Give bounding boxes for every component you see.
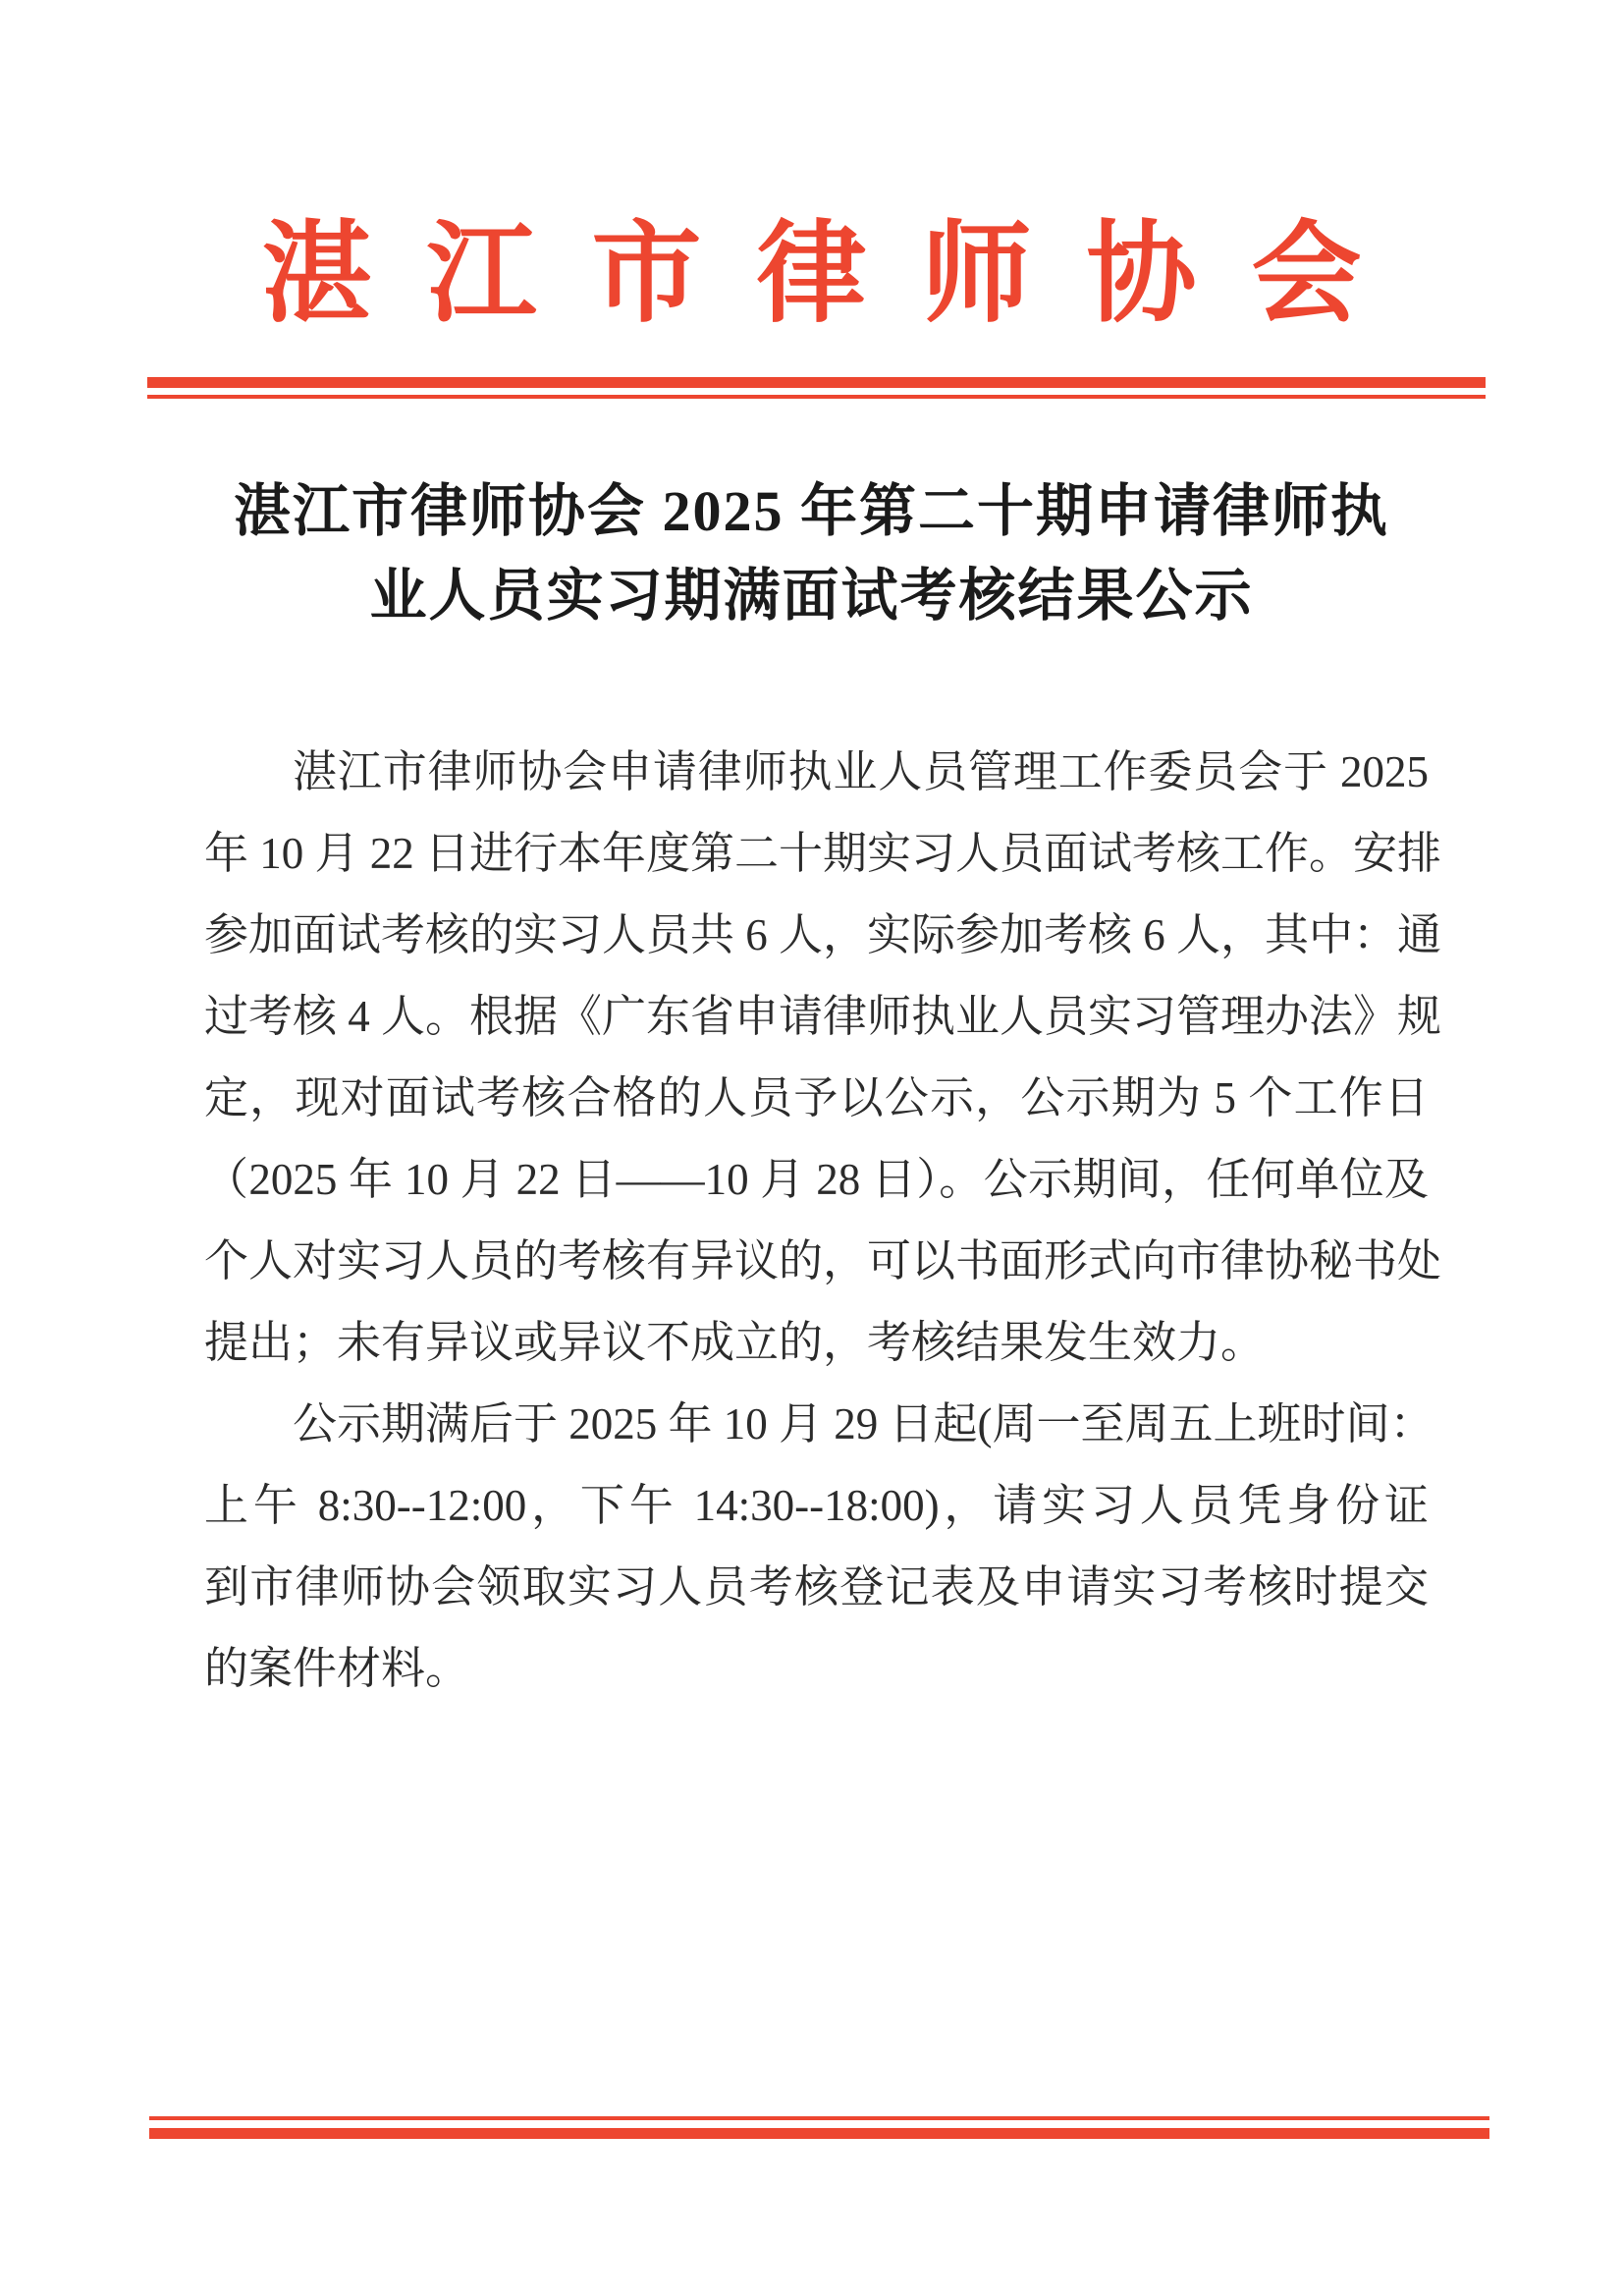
body-line: 提出；未有异议或异议不成立的，考核结果发生效力。 <box>204 1318 1266 1367</box>
body-line: 过考核 4 人。根据《广东省申请律师执业人员实习管理办法》规 <box>204 992 1442 1041</box>
footer-rule-thick <box>149 2128 1489 2139</box>
body-line: 到市律师协会领取实习人员考核登记表及申请实习考核时提交 <box>204 1562 1429 1612</box>
doc-title-line1: 湛江市律师协会 2025 年第二十期申请律师执 <box>233 479 1389 543</box>
body-line: 湛江市律师协会申请律师执业人员管理工作委员会于 2025 <box>293 747 1429 796</box>
letterhead-rule-thin <box>147 395 1486 399</box>
letterhead-org-name: 湛江市律师协会 <box>261 214 1417 336</box>
body-line: 的案件材料。 <box>204 1644 470 1693</box>
letterhead-rule-thick <box>147 377 1486 388</box>
body-line: 公示期满后于 2025 年 10 月 29 日起(周一至周五上班时间： <box>293 1399 1434 1449</box>
doc-title <box>0 469 1623 638</box>
body-line: 年 10 月 22 日进行本年度第二十期实习人员面试考核工作。安排 <box>204 829 1442 878</box>
doc-body <box>204 732 1442 1710</box>
body-line: 上午 8:30--12:00，下午 14:30--18:00)，请实习人员凭身份证 <box>204 1481 1429 1530</box>
body-line: 定，现对面试考核合格的人员予以公示，公示期为 5 个工作日 <box>204 1073 1429 1122</box>
doc-title-line2: 业人员实习期满面试考核结果公示 <box>369 564 1254 628</box>
body-line: 参加面试考核的实习人员共 6 人，实际参加考核 6 人，其中：通 <box>204 910 1442 959</box>
body-line: （2025 年 10 月 22 日——10 月 28 日）。公示期间，任何单位及 <box>204 1155 1429 1204</box>
body-line: 个人对实习人员的考核有异议的，可以书面形式向市律协秘书处 <box>204 1236 1442 1285</box>
footer-rule-thin <box>149 2116 1489 2120</box>
